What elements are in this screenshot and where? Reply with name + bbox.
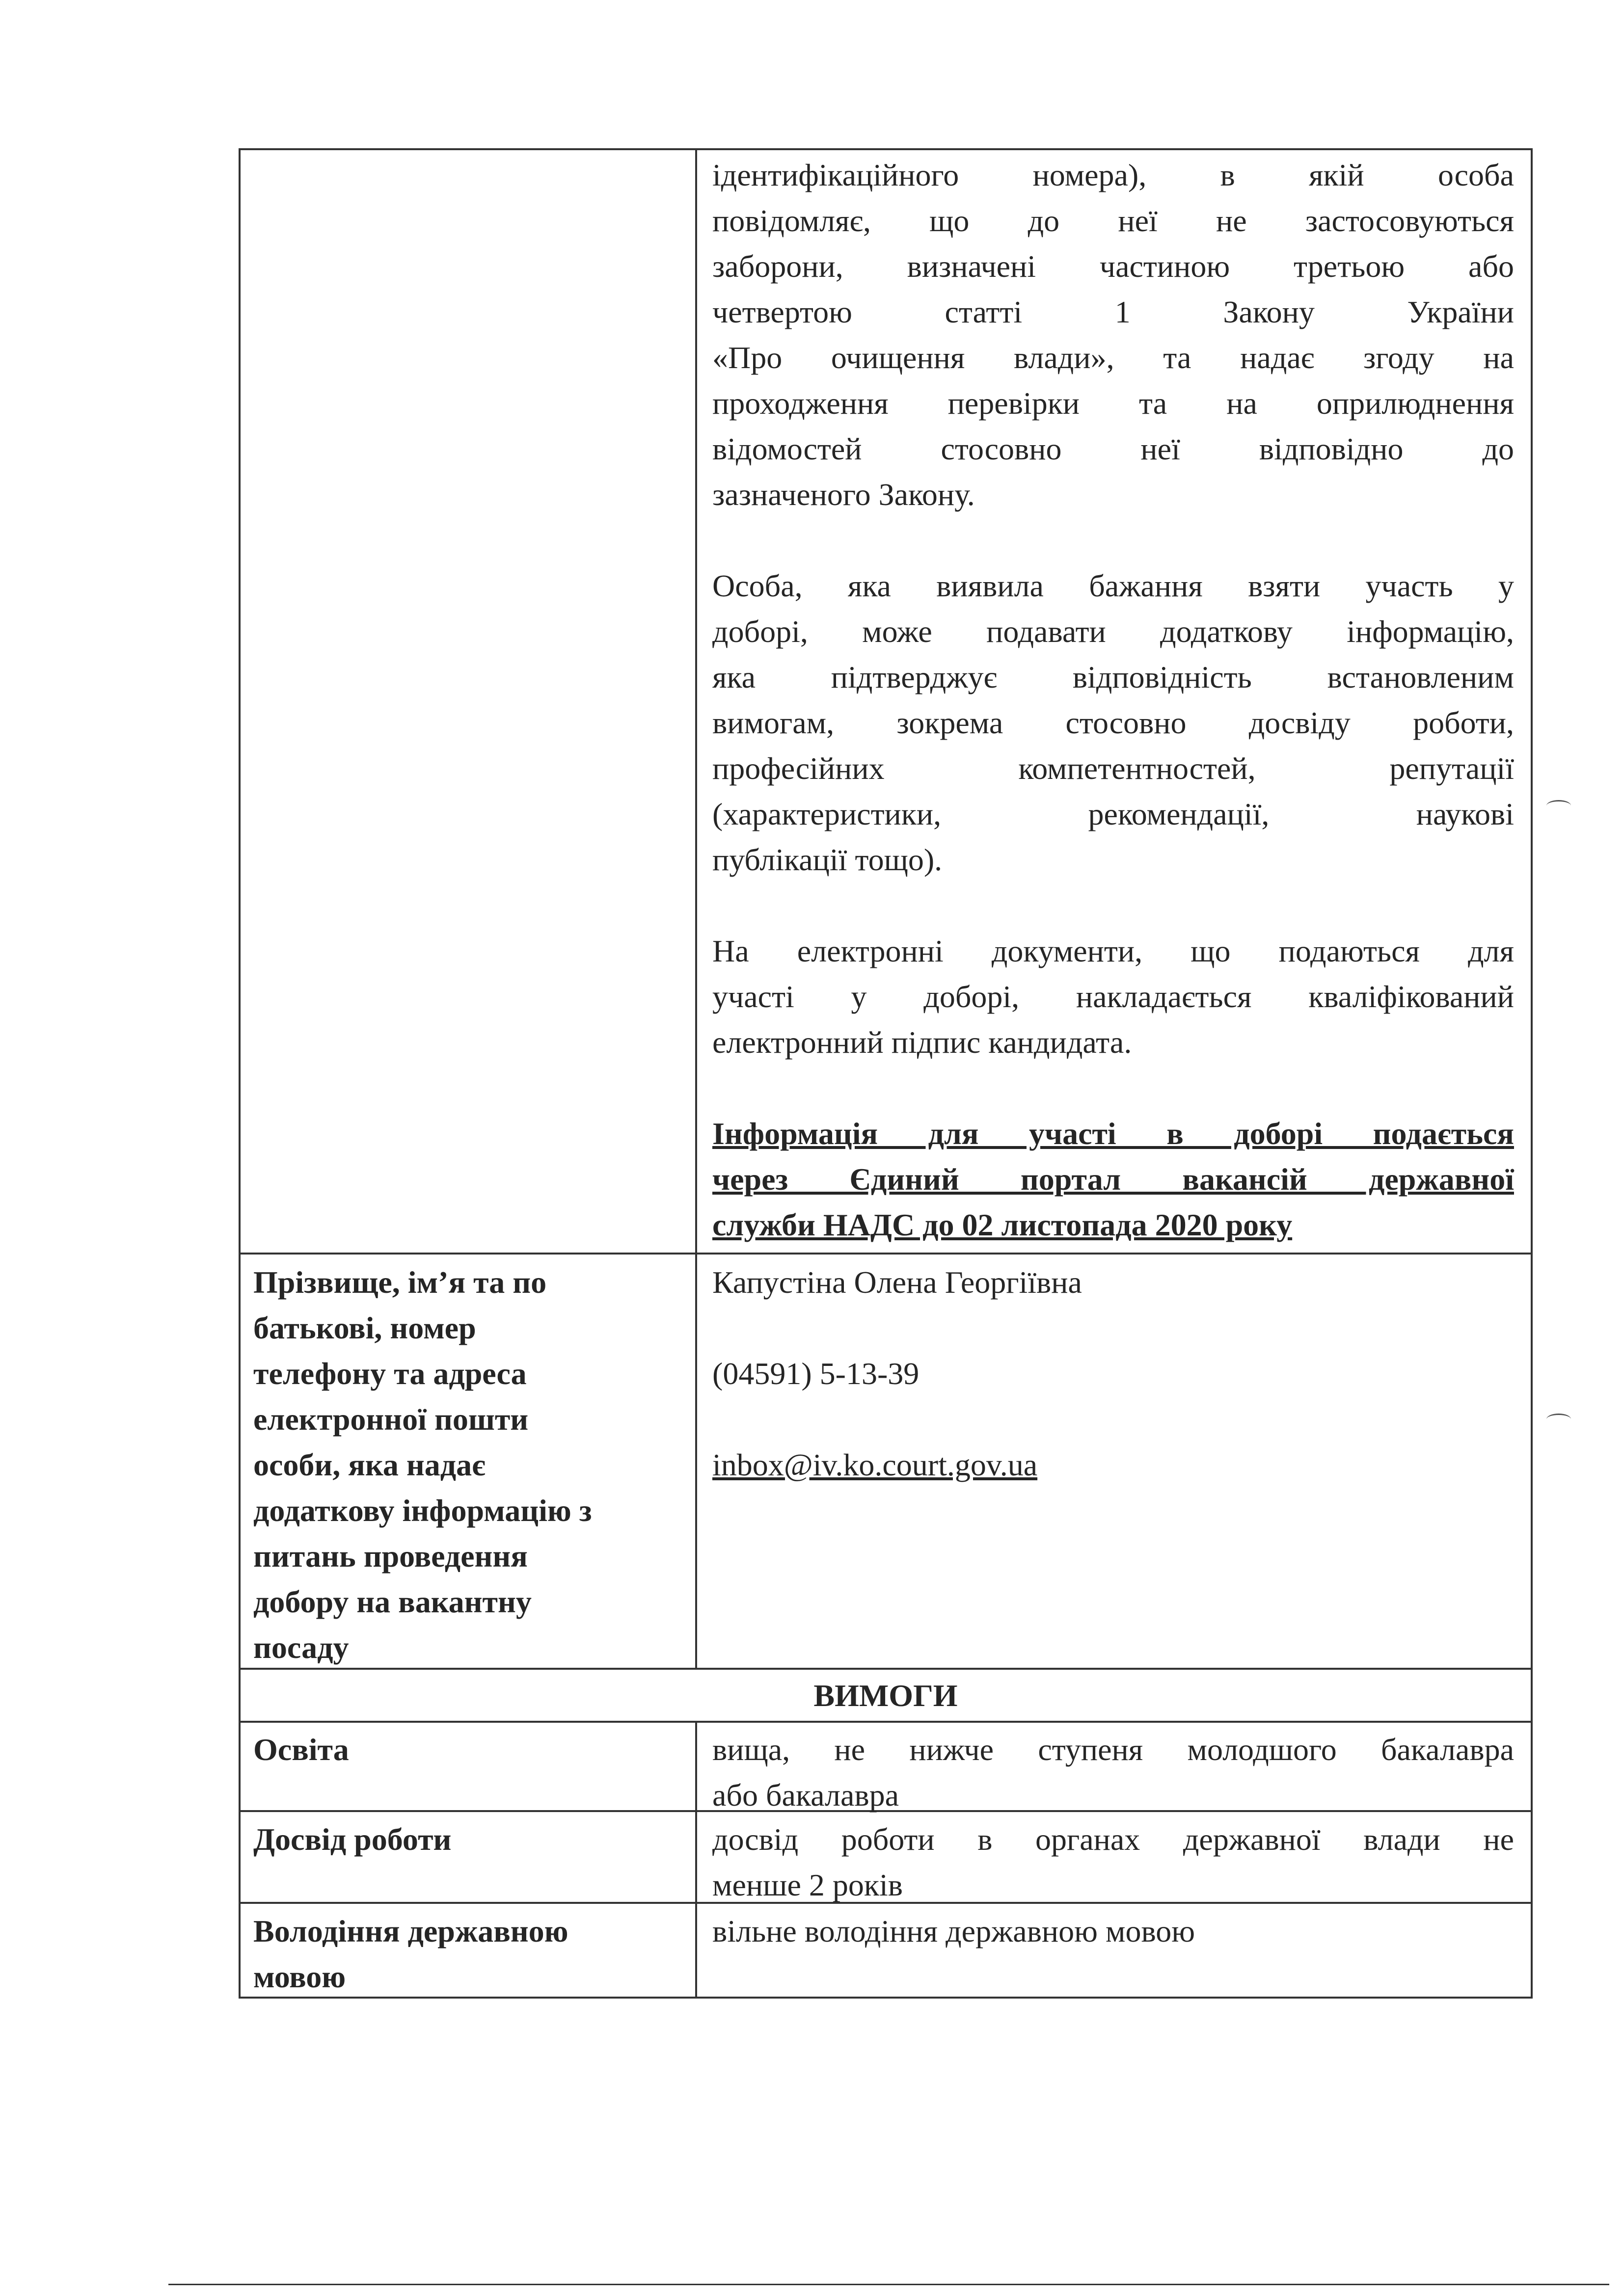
column-divider — [695, 148, 697, 688]
paragraph — [712, 563, 1514, 882]
requirement-value — [712, 1908, 1514, 1954]
text-line: повідомляє, що до неї не застосовуються — [712, 203, 1514, 238]
requirement-value-line: або бакалавра — [712, 1778, 899, 1813]
scan-artifact-mark — [1546, 1414, 1571, 1425]
requirement-value-line: менше 2 років — [712, 1868, 903, 1902]
requirement-label — [253, 1727, 685, 1772]
contact-label-line: додаткову інформацію з — [253, 1493, 592, 1528]
paragraph — [712, 928, 1514, 1065]
text-line: зазначеного Закону. — [712, 477, 975, 512]
text-line: електронний підпис кандидата. — [712, 1025, 1132, 1060]
contact-label-line: батькові, номер — [253, 1310, 476, 1345]
contact-label-line: добору на вакантну — [253, 1584, 532, 1619]
column-divider — [695, 688, 697, 1668]
intro-text-cell — [712, 152, 1514, 1248]
requirement-value — [712, 1816, 1514, 1908]
text-line: участі у доборі, накладається кваліфікований — [712, 979, 1514, 1014]
requirement-value-line: вища, не нижче ступеня молодшого бакалавра — [712, 1732, 1514, 1767]
text-line: (характеристики, рекомендації, наукові — [712, 797, 1514, 831]
contact-label-line: посаду — [253, 1630, 349, 1665]
requirement-label-line: мовою — [253, 1959, 346, 1994]
submission-deadline-paragraph — [712, 1111, 1514, 1248]
text-line: професійних компетентностей, репутації — [712, 751, 1514, 786]
table-left-border — [239, 148, 241, 1999]
requirement-label-line: Освіта — [253, 1732, 349, 1767]
contact-email-link[interactable]: inbox@iv.ko.court.gov.ua — [712, 1447, 1038, 1482]
text-line: відомостей стосовно неї відповідно до — [712, 431, 1514, 466]
requirement-value-line: досвід роботи в органах державної влади не — [712, 1822, 1514, 1857]
requirement-value-line: вільне володіння державною мовою — [712, 1914, 1195, 1949]
requirement-label-line: Досвід роботи — [253, 1822, 452, 1857]
text-line: через Єдиний портал вакансій державної — [712, 1162, 1514, 1197]
requirement-value — [712, 1727, 1514, 1818]
text-line: служби НАДС до 02 листопада 2020 року — [712, 1207, 1293, 1242]
row-divider — [239, 1253, 1533, 1255]
table-right-border — [1531, 148, 1533, 1999]
contact-label-line: Прізвище, ім’я та по — [253, 1265, 547, 1300]
text-line: На електронні документи, що подаються для — [712, 934, 1514, 968]
text-line: публікації тощо). — [712, 842, 943, 877]
contact-label-line: питань проведення — [253, 1539, 528, 1574]
page-bottom-line — [168, 2284, 1609, 2285]
requirement-label — [253, 1816, 685, 1862]
contact-label-line: електронної пошти — [253, 1402, 529, 1437]
text-line: вимогам, зокрема стосовно досвіду роботи, — [712, 705, 1514, 740]
scan-artifact-mark — [1546, 800, 1571, 811]
text-line: заборони, визначені частиною третьою або — [712, 249, 1514, 284]
text-line: Особа, яка виявила бажання взяти участь у — [712, 568, 1514, 603]
contact-label-line: особи, яка надає — [253, 1447, 486, 1482]
text-line: Інформація для участі в доборі подається — [712, 1116, 1514, 1151]
requirement-label-line: Володіння державною — [253, 1914, 568, 1949]
text-line: «Про очищення влади», та надає згоду на — [712, 340, 1514, 375]
requirement-label — [253, 1908, 685, 2000]
contact-name: Капустіна Олена Георгіївна — [712, 1265, 1082, 1300]
table-top-border — [239, 148, 1533, 150]
paragraph — [712, 152, 1514, 517]
text-line: проходження перевірки та на оприлюднення — [712, 386, 1514, 421]
text-line: яка підтверджує відповідність встановленим — [712, 660, 1514, 694]
text-line: доборі, може подавати додаткову інформацію, — [712, 614, 1514, 649]
text-line: ідентифікаційного номера), в якій особа — [712, 158, 1514, 192]
contact-label-cell — [253, 1259, 685, 1670]
contact-label-line: телефону та адреса — [253, 1356, 527, 1391]
requirements-heading: ВИМОГИ — [813, 1678, 958, 1713]
row-divider — [239, 1721, 1533, 1723]
text-line: четвертою статті 1 Закону України — [712, 294, 1514, 329]
contact-phone: (04591) 5-13-39 — [712, 1356, 920, 1391]
column-divider — [695, 1721, 697, 1999]
contact-value-cell — [712, 1259, 1514, 1488]
